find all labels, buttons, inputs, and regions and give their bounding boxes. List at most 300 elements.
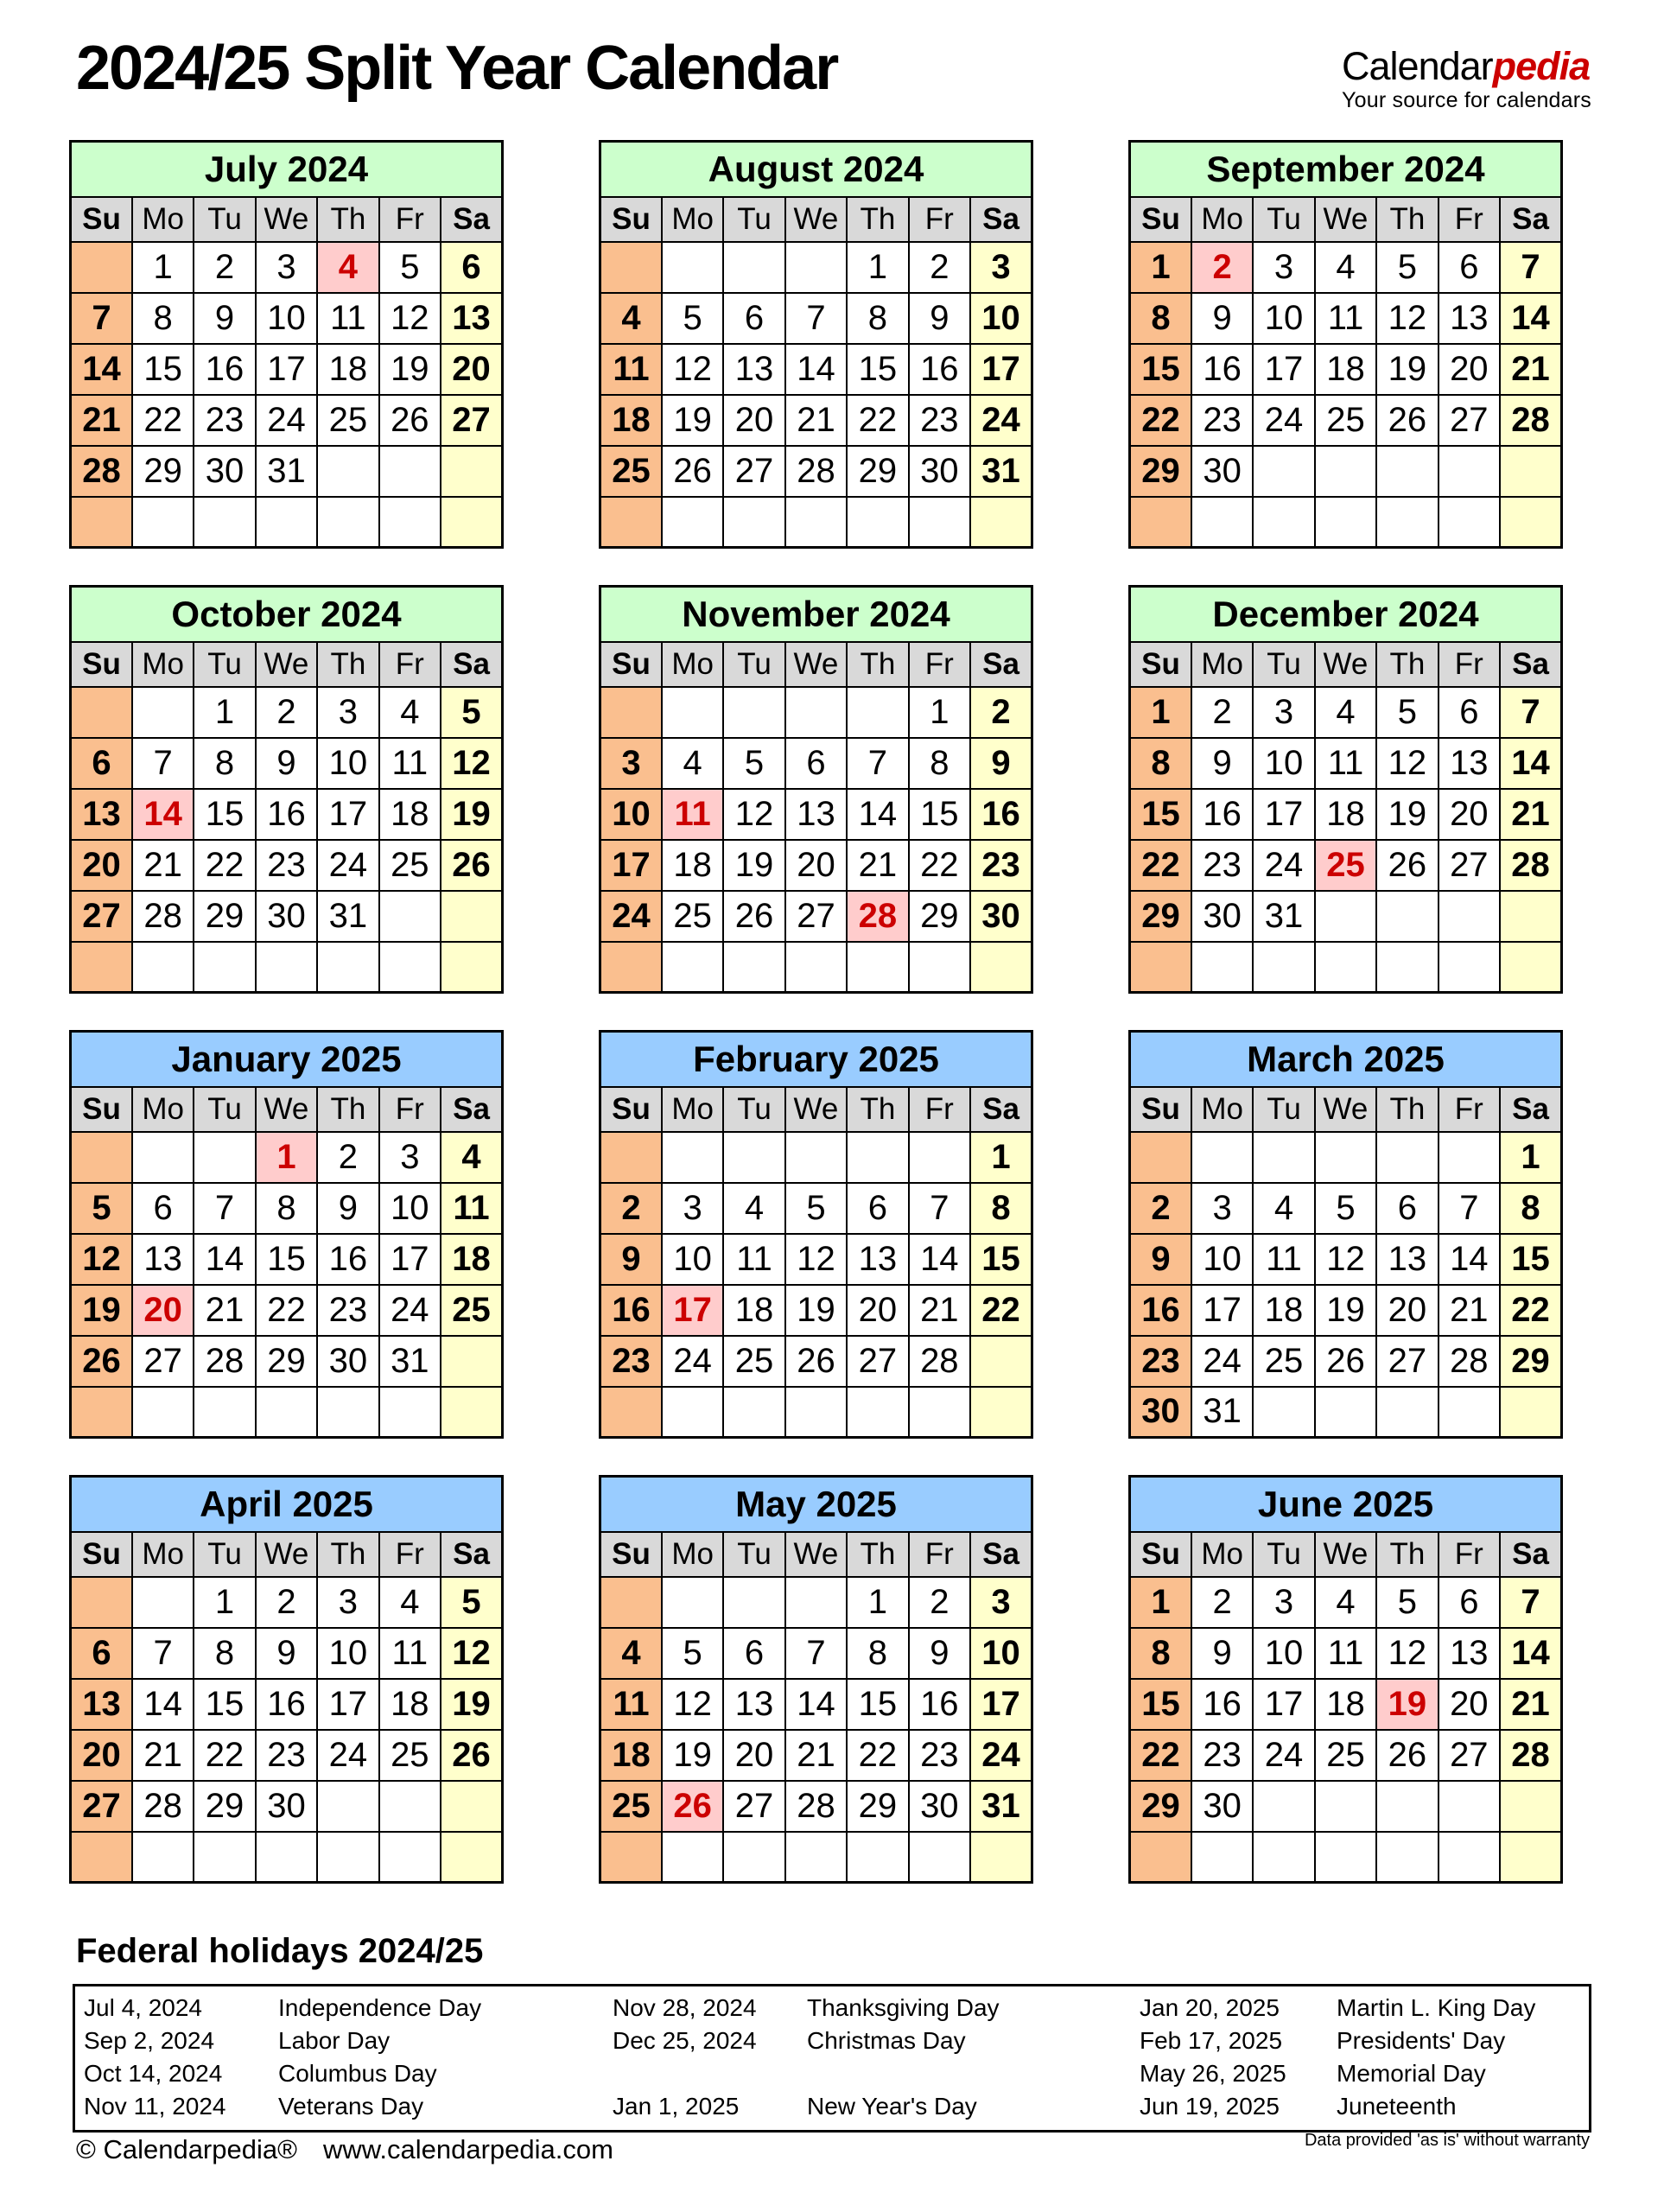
day-cell: 12 — [379, 293, 441, 344]
day-cell: 2 — [1191, 687, 1253, 738]
day-cell: 17 — [379, 1234, 441, 1285]
empty-cell — [1130, 942, 1191, 993]
empty-cell — [379, 446, 441, 497]
empty-cell — [909, 942, 970, 993]
holiday-name: Martin L. King Day — [1337, 1994, 1536, 2021]
day-header-tu: Tu — [1253, 1087, 1314, 1132]
day-cell: 13 — [132, 1234, 194, 1285]
day-header-sa: Sa — [970, 642, 1032, 687]
month-february-2025 — [599, 1030, 1033, 1439]
empty-cell — [71, 942, 132, 993]
day-cell: 16 — [317, 1234, 378, 1285]
day-header-th: Th — [847, 642, 908, 687]
day-cell: 22 — [970, 1285, 1032, 1336]
day-cell: 11 — [1315, 293, 1376, 344]
empty-cell — [1500, 1781, 1561, 1832]
day-cell: 30 — [1191, 891, 1253, 942]
month-october-2024 — [69, 585, 504, 994]
day-cell: 29 — [909, 891, 970, 942]
holiday-name — [798, 2057, 1131, 2090]
empty-cell — [71, 242, 132, 293]
empty-cell — [1500, 497, 1561, 548]
day-header-th: Th — [847, 1087, 908, 1132]
day-cell: 25 — [441, 1285, 502, 1336]
day-cell: 20 — [71, 840, 132, 891]
empty-cell — [970, 1387, 1032, 1438]
day-cell: 6 — [785, 738, 847, 789]
day-cell: 21 — [194, 1285, 255, 1336]
day-cell: 11 — [662, 789, 723, 840]
day-cell: 12 — [1376, 293, 1438, 344]
day-cell: 24 — [970, 395, 1032, 446]
day-header-su: Su — [600, 1087, 662, 1132]
day-cell: 7 — [132, 1628, 194, 1679]
day-cell: 7 — [1439, 1183, 1500, 1234]
day-cell: 8 — [1130, 738, 1191, 789]
empty-cell — [1253, 942, 1314, 993]
day-cell: 29 — [1500, 1336, 1561, 1387]
day-cell: 12 — [662, 1679, 723, 1730]
day-cell: 17 — [317, 789, 378, 840]
day-cell: 13 — [441, 293, 502, 344]
day-cell: 7 — [909, 1183, 970, 1234]
month-title: February 2025 — [600, 1032, 1032, 1087]
empty-cell — [132, 1577, 194, 1628]
day-cell: 21 — [847, 840, 908, 891]
day-header-we: We — [1315, 642, 1376, 687]
day-cell: 19 — [71, 1285, 132, 1336]
empty-cell — [1376, 1132, 1438, 1183]
day-cell: 25 — [662, 891, 723, 942]
empty-cell — [723, 687, 784, 738]
day-cell: 18 — [662, 840, 723, 891]
day-cell: 6 — [847, 1183, 908, 1234]
holiday-date: Jul 4, 2024 — [84, 1994, 202, 2021]
day-cell: 3 — [317, 1577, 378, 1628]
day-cell: 12 — [1376, 1628, 1438, 1679]
day-cell: 30 — [970, 891, 1032, 942]
day-cell: 7 — [847, 738, 908, 789]
day-cell: 31 — [317, 891, 378, 942]
holiday-name: New Year's Day — [807, 2093, 977, 2120]
day-cell: 7 — [71, 293, 132, 344]
day-cell: 1 — [847, 1577, 908, 1628]
day-header-sa: Sa — [1500, 1532, 1561, 1577]
day-cell: 6 — [723, 1628, 784, 1679]
day-cell: 14 — [1439, 1234, 1500, 1285]
day-cell: 9 — [256, 738, 317, 789]
day-cell: 21 — [71, 395, 132, 446]
day-cell: 26 — [1376, 1730, 1438, 1781]
empty-cell — [317, 497, 378, 548]
empty-cell — [1253, 1781, 1314, 1832]
day-cell: 25 — [1315, 840, 1376, 891]
day-header-we: We — [1315, 1087, 1376, 1132]
day-header-su: Su — [71, 197, 132, 242]
day-cell: 4 — [441, 1132, 502, 1183]
day-cell: 8 — [132, 293, 194, 344]
empty-cell — [723, 1577, 784, 1628]
day-cell: 14 — [785, 1679, 847, 1730]
day-cell: 19 — [1315, 1285, 1376, 1336]
day-cell: 8 — [909, 738, 970, 789]
day-cell: 5 — [785, 1183, 847, 1234]
day-header-fr: Fr — [909, 1532, 970, 1577]
empty-cell — [379, 1832, 441, 1883]
empty-cell — [785, 1577, 847, 1628]
empty-cell — [132, 497, 194, 548]
empty-cell — [1315, 1781, 1376, 1832]
day-cell: 26 — [1315, 1336, 1376, 1387]
day-header-we: We — [785, 642, 847, 687]
day-cell: 5 — [1376, 687, 1438, 738]
empty-cell — [317, 942, 378, 993]
empty-cell — [132, 1832, 194, 1883]
day-cell: 29 — [1130, 1781, 1191, 1832]
day-cell: 21 — [785, 1730, 847, 1781]
day-cell: 12 — [662, 344, 723, 395]
day-cell: 28 — [1500, 1730, 1561, 1781]
footer-website-link[interactable]: www.calendarpedia.com — [322, 2134, 613, 2164]
empty-cell — [132, 1387, 194, 1438]
day-cell: 8 — [847, 1628, 908, 1679]
empty-cell — [317, 1781, 378, 1832]
empty-cell — [256, 942, 317, 993]
empty-cell — [1439, 446, 1500, 497]
day-header-su: Su — [600, 197, 662, 242]
day-cell: 3 — [662, 1183, 723, 1234]
day-cell: 26 — [662, 1781, 723, 1832]
day-cell: 27 — [132, 1336, 194, 1387]
empty-cell — [317, 1387, 378, 1438]
empty-cell — [1130, 1132, 1191, 1183]
empty-cell — [1500, 446, 1561, 497]
empty-cell — [1315, 1832, 1376, 1883]
day-cell: 20 — [723, 1730, 784, 1781]
day-cell: 22 — [1500, 1285, 1561, 1336]
empty-cell — [441, 446, 502, 497]
day-cell: 8 — [1130, 1628, 1191, 1679]
day-cell: 8 — [256, 1183, 317, 1234]
day-cell: 27 — [723, 446, 784, 497]
empty-cell — [379, 942, 441, 993]
day-cell: 20 — [441, 344, 502, 395]
empty-cell — [1315, 891, 1376, 942]
day-header-mo: Mo — [1191, 1087, 1253, 1132]
day-cell: 30 — [317, 1336, 378, 1387]
day-cell: 13 — [1439, 293, 1500, 344]
day-cell: 5 — [662, 1628, 723, 1679]
empty-cell — [847, 1132, 908, 1183]
day-header-su: Su — [600, 642, 662, 687]
day-cell: 13 — [723, 1679, 784, 1730]
empty-cell — [256, 1387, 317, 1438]
day-header-su: Su — [600, 1532, 662, 1577]
holiday-name: Thanksgiving Day — [807, 1994, 1000, 2021]
holiday-date: Dec 25, 2024 — [613, 2027, 757, 2054]
day-cell: 10 — [1191, 1234, 1253, 1285]
day-cell: 3 — [256, 242, 317, 293]
day-cell: 9 — [317, 1183, 378, 1234]
day-cell: 11 — [600, 1679, 662, 1730]
day-cell: 24 — [1191, 1336, 1253, 1387]
day-cell: 2 — [1191, 242, 1253, 293]
empty-cell — [785, 687, 847, 738]
day-cell: 22 — [1130, 1730, 1191, 1781]
day-cell: 14 — [1500, 1628, 1561, 1679]
day-cell: 12 — [441, 738, 502, 789]
day-cell: 5 — [441, 687, 502, 738]
empty-cell — [723, 1132, 784, 1183]
day-cell: 2 — [1130, 1183, 1191, 1234]
day-cell: 14 — [909, 1234, 970, 1285]
day-cell: 23 — [1191, 395, 1253, 446]
day-header-sa: Sa — [1500, 197, 1561, 242]
day-cell: 1 — [1130, 242, 1191, 293]
day-cell: 4 — [600, 1628, 662, 1679]
empty-cell — [379, 497, 441, 548]
day-cell: 23 — [909, 1730, 970, 1781]
day-cell: 13 — [1439, 738, 1500, 789]
day-cell: 7 — [1500, 242, 1561, 293]
day-cell: 21 — [909, 1285, 970, 1336]
day-header-fr: Fr — [379, 197, 441, 242]
day-header-we: We — [1315, 197, 1376, 242]
empty-cell — [1253, 1387, 1314, 1438]
empty-cell — [194, 1832, 255, 1883]
day-cell: 31 — [970, 446, 1032, 497]
day-cell: 26 — [441, 840, 502, 891]
day-header-mo: Mo — [662, 1532, 723, 1577]
day-cell: 20 — [1439, 344, 1500, 395]
day-cell: 11 — [379, 738, 441, 789]
empty-cell — [441, 1336, 502, 1387]
day-cell: 10 — [1253, 738, 1314, 789]
day-header-th: Th — [317, 197, 378, 242]
day-cell: 29 — [1130, 891, 1191, 942]
empty-cell — [1439, 1132, 1500, 1183]
day-cell: 18 — [1315, 1679, 1376, 1730]
day-cell: 22 — [847, 1730, 908, 1781]
day-header-th: Th — [1376, 197, 1438, 242]
day-cell: 17 — [662, 1285, 723, 1336]
day-cell: 27 — [71, 891, 132, 942]
day-cell: 22 — [847, 395, 908, 446]
day-header-fr: Fr — [379, 642, 441, 687]
day-cell: 4 — [1253, 1183, 1314, 1234]
day-cell: 9 — [1191, 293, 1253, 344]
empty-cell — [1130, 497, 1191, 548]
day-cell: 26 — [441, 1730, 502, 1781]
day-header-fr: Fr — [379, 1087, 441, 1132]
holiday-name: Presidents' Day — [1337, 2027, 1506, 2054]
day-header-th: Th — [1376, 1532, 1438, 1577]
holiday-name: Juneteenth — [1337, 2093, 1457, 2120]
day-cell: 10 — [317, 738, 378, 789]
day-cell: 11 — [723, 1234, 784, 1285]
day-header-su: Su — [1130, 197, 1191, 242]
empty-cell — [1130, 1832, 1191, 1883]
empty-cell — [1191, 1132, 1253, 1183]
day-cell: 5 — [723, 738, 784, 789]
day-header-sa: Sa — [1500, 642, 1561, 687]
empty-cell — [1376, 891, 1438, 942]
footer-copyright: © Calendarpedia® — [76, 2134, 297, 2164]
day-cell: 24 — [256, 395, 317, 446]
empty-cell — [600, 1132, 662, 1183]
empty-cell — [194, 942, 255, 993]
day-cell: 11 — [379, 1628, 441, 1679]
day-cell: 20 — [71, 1730, 132, 1781]
day-cell: 12 — [71, 1234, 132, 1285]
footer-disclaimer: Data provided 'as is' without warranty — [1304, 2131, 1590, 2150]
day-cell: 11 — [317, 293, 378, 344]
day-cell: 18 — [600, 395, 662, 446]
holiday-date: Jan 1, 2025 — [613, 2093, 740, 2120]
empty-cell — [441, 1387, 502, 1438]
empty-cell — [1253, 497, 1314, 548]
month-march-2025 — [1128, 1030, 1563, 1439]
empty-cell — [1439, 497, 1500, 548]
day-cell: 12 — [723, 789, 784, 840]
day-cell: 26 — [71, 1336, 132, 1387]
day-cell: 11 — [1253, 1234, 1314, 1285]
day-cell: 9 — [970, 738, 1032, 789]
day-cell: 13 — [1439, 1628, 1500, 1679]
empty-cell — [1376, 1832, 1438, 1883]
day-cell: 18 — [723, 1285, 784, 1336]
empty-cell — [317, 1832, 378, 1883]
day-cell: 17 — [600, 840, 662, 891]
day-cell: 31 — [970, 1781, 1032, 1832]
day-cell: 27 — [1439, 1730, 1500, 1781]
day-cell: 18 — [600, 1730, 662, 1781]
day-cell: 24 — [1253, 840, 1314, 891]
day-cell: 31 — [379, 1336, 441, 1387]
day-cell: 28 — [132, 891, 194, 942]
empty-cell — [1191, 1832, 1253, 1883]
day-cell: 15 — [1130, 344, 1191, 395]
empty-cell — [441, 891, 502, 942]
day-header-su: Su — [71, 1532, 132, 1577]
day-cell: 21 — [785, 395, 847, 446]
calendarpedia-logo — [1342, 44, 1591, 112]
day-cell: 29 — [847, 1781, 908, 1832]
day-cell: 31 — [1253, 891, 1314, 942]
empty-cell — [1376, 942, 1438, 993]
day-cell: 27 — [847, 1336, 908, 1387]
day-cell: 26 — [662, 446, 723, 497]
day-cell: 15 — [1130, 1679, 1191, 1730]
day-cell: 5 — [1376, 1577, 1438, 1628]
day-cell: 30 — [1191, 1781, 1253, 1832]
day-cell: 30 — [1191, 446, 1253, 497]
day-cell: 24 — [662, 1336, 723, 1387]
federal-holidays-heading: Federal holidays 2024/25 — [76, 1932, 484, 1970]
day-cell: 9 — [1130, 1234, 1191, 1285]
month-title: March 2025 — [1130, 1032, 1562, 1087]
day-cell: 17 — [970, 344, 1032, 395]
empty-cell — [909, 1387, 970, 1438]
empty-cell — [662, 1577, 723, 1628]
day-header-tu: Tu — [723, 1532, 784, 1577]
day-cell: 17 — [970, 1679, 1032, 1730]
empty-cell — [1315, 1387, 1376, 1438]
day-cell: 11 — [441, 1183, 502, 1234]
day-cell: 1 — [1500, 1132, 1561, 1183]
holiday-name: Memorial Day — [1337, 2060, 1486, 2087]
day-header-we: We — [1315, 1532, 1376, 1577]
day-header-fr: Fr — [909, 642, 970, 687]
day-header-su: Su — [1130, 1087, 1191, 1132]
day-cell: 29 — [194, 1781, 255, 1832]
day-cell: 25 — [723, 1336, 784, 1387]
empty-cell — [1315, 497, 1376, 548]
empty-cell — [1191, 497, 1253, 548]
day-cell: 26 — [785, 1336, 847, 1387]
day-cell: 14 — [194, 1234, 255, 1285]
empty-cell — [600, 942, 662, 993]
day-cell: 8 — [970, 1183, 1032, 1234]
day-cell: 2 — [909, 242, 970, 293]
empty-cell — [71, 1387, 132, 1438]
day-header-th: Th — [317, 1532, 378, 1577]
day-cell: 12 — [441, 1628, 502, 1679]
day-header-we: We — [256, 1087, 317, 1132]
day-cell: 11 — [600, 344, 662, 395]
day-cell: 15 — [847, 344, 908, 395]
day-cell: 9 — [909, 293, 970, 344]
day-cell: 25 — [379, 1730, 441, 1781]
day-cell: 4 — [1315, 242, 1376, 293]
day-cell: 10 — [256, 293, 317, 344]
day-cell: 11 — [1315, 1628, 1376, 1679]
month-june-2025 — [1128, 1475, 1563, 1884]
day-header-tu: Tu — [723, 197, 784, 242]
day-header-fr: Fr — [909, 197, 970, 242]
day-cell: 31 — [256, 446, 317, 497]
day-cell: 2 — [256, 1577, 317, 1628]
day-cell: 5 — [441, 1577, 502, 1628]
day-cell: 6 — [1439, 242, 1500, 293]
day-cell: 16 — [600, 1285, 662, 1336]
day-cell: 9 — [909, 1628, 970, 1679]
empty-cell — [785, 242, 847, 293]
day-cell: 23 — [317, 1285, 378, 1336]
day-header-mo: Mo — [662, 1087, 723, 1132]
day-header-mo: Mo — [132, 642, 194, 687]
day-cell: 21 — [1439, 1285, 1500, 1336]
day-cell: 23 — [1191, 1730, 1253, 1781]
day-cell: 26 — [379, 395, 441, 446]
day-cell: 17 — [1253, 344, 1314, 395]
day-header-we: We — [785, 197, 847, 242]
day-cell: 20 — [1376, 1285, 1438, 1336]
day-cell: 4 — [1315, 687, 1376, 738]
day-cell: 27 — [723, 1781, 784, 1832]
empty-cell — [1253, 1832, 1314, 1883]
empty-cell — [1376, 1387, 1438, 1438]
empty-cell — [1315, 942, 1376, 993]
day-cell: 23 — [1130, 1336, 1191, 1387]
day-header-mo: Mo — [1191, 197, 1253, 242]
day-cell: 1 — [970, 1132, 1032, 1183]
day-header-fr: Fr — [379, 1532, 441, 1577]
day-cell: 6 — [723, 293, 784, 344]
empty-cell — [600, 1577, 662, 1628]
day-cell: 2 — [1191, 1577, 1253, 1628]
month-july-2024 — [69, 140, 504, 549]
